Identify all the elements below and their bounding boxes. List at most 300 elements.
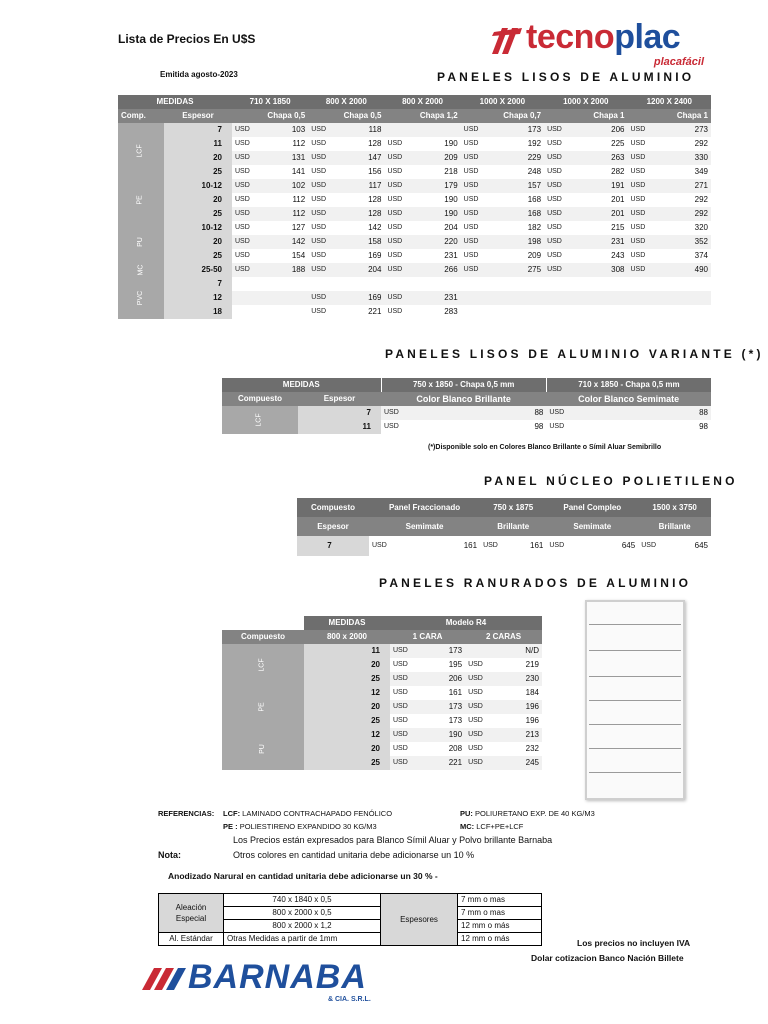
price: 173 xyxy=(504,123,544,137)
barnaba-text: BARNABA xyxy=(188,958,367,996)
currency: USD xyxy=(628,179,671,193)
emission-date: Emitida agosto-2023 xyxy=(160,70,238,79)
price xyxy=(271,305,308,319)
price: 231 xyxy=(424,291,461,305)
tecnoplac-logo xyxy=(490,18,710,68)
price: 283 xyxy=(444,307,458,316)
alloy-thickness: 7 mm o mas xyxy=(458,894,542,907)
header-espesor: Espesor xyxy=(297,517,369,536)
alloy-size: 800 x 2000 x 0,5 xyxy=(224,907,381,920)
currency: USD xyxy=(628,123,671,137)
price: 142 xyxy=(368,223,382,232)
currency: USD xyxy=(311,252,326,259)
alloy-thickness: 7 mm o mas xyxy=(458,907,542,920)
alloy-size: 800 x 2000 x 1,2 xyxy=(224,920,381,933)
price: 220 xyxy=(424,235,461,249)
price: 271 xyxy=(671,179,711,193)
price: 173 xyxy=(429,644,465,658)
price: 195 xyxy=(448,660,463,669)
header-chapa: Chapa 0,5 xyxy=(232,109,308,123)
price xyxy=(671,277,711,291)
currency: USD xyxy=(387,196,403,203)
currency: USD xyxy=(381,406,477,420)
currency: USD xyxy=(232,207,271,221)
group-name: PE xyxy=(259,702,266,712)
price: 161 xyxy=(530,541,544,550)
price-table-ranurados xyxy=(222,616,542,770)
thickness: 12 xyxy=(304,686,390,700)
price: 330 xyxy=(671,151,711,165)
currency: USD xyxy=(461,207,504,221)
header-1-cara: 1 CARA xyxy=(390,630,465,644)
price: 248 xyxy=(527,167,542,176)
currency: USD xyxy=(384,291,423,305)
currency: USD xyxy=(308,179,347,193)
header-color-semimate: Color Blanco Semimate xyxy=(546,392,711,406)
currency: USD xyxy=(547,252,562,259)
header-color-brillante: Color Blanco Brillante xyxy=(381,392,546,406)
currency: USD xyxy=(372,542,387,549)
header-brillante: Brillante xyxy=(638,517,711,536)
section-title-ranurados: PANELES RANURADOS DE ALUMINIO xyxy=(379,576,692,590)
thickness: 25 xyxy=(164,249,232,263)
thickness: 10-12 xyxy=(164,179,232,193)
price: 229 xyxy=(504,151,544,165)
thickness: 11 xyxy=(304,644,390,658)
currency: USD xyxy=(544,263,587,277)
group-name: LCF xyxy=(258,658,266,672)
group-name: MC xyxy=(136,264,144,276)
group-label xyxy=(222,728,304,770)
price: 196 xyxy=(525,716,539,725)
currency: USD xyxy=(549,542,565,549)
price: 117 xyxy=(348,179,385,193)
currency: USD xyxy=(232,123,271,137)
price: 282 xyxy=(611,167,625,176)
dolar-note: Dolar cotizacion Banco Nación Billete xyxy=(531,953,684,963)
price: 645 xyxy=(694,541,708,550)
currency: USD xyxy=(628,263,671,277)
thickness: 25 xyxy=(304,756,390,770)
header-model: Modelo R4 xyxy=(390,616,542,630)
header-panel-completo: Panel Compleo xyxy=(546,498,638,517)
group-label: LCF xyxy=(222,406,298,434)
thickness: 11 xyxy=(298,420,381,434)
price xyxy=(348,277,385,291)
group-name: PE xyxy=(137,195,144,205)
alloy-standard: Al. Estándar xyxy=(159,933,224,946)
currency xyxy=(384,277,423,291)
price: 157 xyxy=(504,179,544,193)
currency: USD xyxy=(547,224,562,231)
price: 292 xyxy=(694,139,708,148)
currency: USD xyxy=(384,151,423,165)
currency: USD xyxy=(311,308,326,315)
price: 198 xyxy=(504,235,544,249)
currency xyxy=(232,277,271,291)
price: N/D xyxy=(504,644,542,658)
price: 190 xyxy=(444,195,458,204)
header-size: 1000 X 2000 xyxy=(544,95,627,109)
thickness: 7 xyxy=(297,536,369,556)
thickness: 12 xyxy=(164,291,232,305)
currency: USD xyxy=(544,123,587,137)
alloy-size: 740 x 1840 x 0,5 xyxy=(224,894,381,907)
currency: USD xyxy=(546,406,642,420)
price: 156 xyxy=(368,167,382,176)
price: 127 xyxy=(291,223,306,232)
header-size: 1200 X 2400 xyxy=(628,95,712,109)
price xyxy=(424,277,461,291)
thickness: 12 xyxy=(304,728,390,742)
table-row xyxy=(118,305,711,319)
currency: USD xyxy=(463,168,479,175)
price-table-polietileno xyxy=(297,498,711,556)
price: 349 xyxy=(694,167,708,176)
currency: USD xyxy=(235,196,250,203)
price xyxy=(587,277,627,291)
header-chapa: Chapa 0,5 xyxy=(308,109,384,123)
price: 201 xyxy=(587,207,627,221)
currency xyxy=(544,291,587,305)
header-medidas: MEDIDAS xyxy=(304,616,390,630)
currency: USD xyxy=(311,224,326,231)
currency: USD xyxy=(235,224,250,231)
alloy-thickness: 12 mm o más xyxy=(458,933,542,946)
price: 169 xyxy=(348,291,385,305)
currency: USD xyxy=(384,179,423,193)
thickness: 7 xyxy=(164,277,232,291)
thickness: 7 xyxy=(164,123,232,137)
alloy-size: Otras Medidas a partir de 1mm xyxy=(224,933,381,946)
table-row xyxy=(118,235,711,249)
currency: USD xyxy=(461,123,504,137)
currency: USD xyxy=(465,728,504,742)
price: 292 xyxy=(694,195,708,204)
price: 266 xyxy=(424,263,461,277)
price: 204 xyxy=(348,263,385,277)
thickness: 25 xyxy=(304,672,390,686)
price-table-variante xyxy=(222,378,711,434)
grooved-panel-image xyxy=(585,600,685,800)
currency: USD xyxy=(308,291,347,305)
currency: USD xyxy=(468,745,483,752)
price: 112 xyxy=(292,195,306,204)
price: 168 xyxy=(527,195,542,204)
table-row xyxy=(222,728,542,742)
currency: USD xyxy=(544,179,587,193)
espesores-label: Espesores xyxy=(381,894,458,946)
price: 225 xyxy=(611,139,625,148)
table-row xyxy=(118,221,711,235)
price xyxy=(587,305,627,319)
currency: USD xyxy=(311,196,326,203)
header-medidas: MEDIDAS xyxy=(222,378,381,392)
currency: USD xyxy=(393,745,408,752)
price: 231 xyxy=(587,235,627,249)
group-label xyxy=(222,686,304,728)
ref-pu: PU: POLIURETANO EXP. DE 40 KG/M3 xyxy=(460,809,595,818)
currency: USD xyxy=(547,140,562,147)
thickness: 20 xyxy=(164,151,232,165)
currency xyxy=(461,277,504,291)
thickness: 18 xyxy=(164,305,232,319)
price xyxy=(271,291,308,305)
price: 490 xyxy=(671,263,711,277)
header-medidas: MEDIDAS xyxy=(118,95,232,109)
price xyxy=(504,291,544,305)
currency xyxy=(308,277,347,291)
price: 206 xyxy=(587,123,627,137)
thickness: 10-12 xyxy=(164,221,232,235)
currency: USD xyxy=(232,263,271,277)
currency: USD xyxy=(387,168,403,175)
currency: USD xyxy=(387,308,403,315)
iva-note: Los precios no incluyen IVA xyxy=(577,938,691,948)
thickness: 7 xyxy=(298,406,381,420)
currency xyxy=(465,644,504,658)
price: 184 xyxy=(525,688,539,697)
header-compuesto: Compuesto xyxy=(222,630,304,644)
currency: USD xyxy=(544,207,587,221)
currency: USD xyxy=(463,252,479,259)
currency: USD xyxy=(465,700,504,714)
currency: USD xyxy=(483,542,498,549)
thickness: 25 xyxy=(164,165,232,179)
price: 142 xyxy=(271,235,308,249)
currency xyxy=(544,305,587,319)
header-panel-fraccionado: Panel Fraccionado xyxy=(369,498,480,517)
table-row xyxy=(118,151,711,165)
price: 173 xyxy=(429,700,465,714)
price: 102 xyxy=(271,179,308,193)
thickness: 20 xyxy=(304,742,390,756)
thickness: 20 xyxy=(304,700,390,714)
currency: USD xyxy=(232,151,271,165)
currency: USD xyxy=(308,151,347,165)
table-row xyxy=(118,137,711,151)
currency xyxy=(628,277,671,291)
section-title-variante: PANELES LISOS DE ALUMINIO VARIANTE (*) xyxy=(385,347,764,361)
currency: USD xyxy=(232,235,271,249)
currency xyxy=(384,123,423,137)
currency: USD xyxy=(468,717,483,724)
price: 645 xyxy=(621,541,636,550)
price: 88 xyxy=(642,406,711,420)
currency: USD xyxy=(393,661,408,668)
price: 201 xyxy=(611,195,625,204)
price: 131 xyxy=(271,151,308,165)
group-name: PU xyxy=(258,744,266,754)
section-title-lisos: PANELES LISOS DE ALUMINIO xyxy=(437,70,695,84)
table-row xyxy=(118,291,711,305)
price xyxy=(504,277,544,291)
currency: USD xyxy=(468,661,483,668)
currency: USD xyxy=(465,672,504,686)
currency: USD xyxy=(232,179,271,193)
header-chapa: Chapa 1 xyxy=(628,109,712,123)
price xyxy=(671,305,711,319)
currency: USD xyxy=(461,263,504,277)
currency: USD xyxy=(628,151,671,165)
header-size: 800 X 2000 xyxy=(384,95,460,109)
group-name: LCF xyxy=(136,144,144,158)
currency xyxy=(628,291,671,305)
header-size: 800 x 2000 xyxy=(304,630,390,644)
currency: USD xyxy=(390,700,429,714)
price: 188 xyxy=(271,263,308,277)
price: 221 xyxy=(429,756,465,770)
price: 98 xyxy=(699,422,708,431)
currency: USD xyxy=(630,224,646,231)
price: 190 xyxy=(424,207,461,221)
section-title-polietileno: PANEL NÚCLEO POLIETILENO xyxy=(484,474,738,488)
group-label xyxy=(118,263,164,277)
header-chapa: Chapa 0,7 xyxy=(461,109,544,123)
price: 263 xyxy=(587,151,627,165)
currency: USD xyxy=(390,728,429,742)
price: 190 xyxy=(429,728,465,742)
currency: USD xyxy=(384,263,423,277)
price: 173 xyxy=(448,716,463,725)
logo-text-tecno: tecno xyxy=(526,18,615,56)
price xyxy=(424,123,461,137)
barnaba-subtext: & CIA. S.R.L. xyxy=(328,996,371,1003)
currency xyxy=(544,277,587,291)
currency: USD xyxy=(308,123,347,137)
price: 112 xyxy=(271,207,308,221)
group-name: PVC xyxy=(137,290,144,306)
header-size: 800 X 2000 xyxy=(308,95,384,109)
currency: USD xyxy=(390,756,429,770)
header-2-caras: 2 CARAS xyxy=(465,630,542,644)
header-750x1875: 750 x 1875 xyxy=(480,498,546,517)
price: 209 xyxy=(527,251,542,260)
currency: USD xyxy=(387,140,403,147)
price xyxy=(504,305,544,319)
table-row xyxy=(118,263,711,277)
alloy-thickness: 12 mm o más xyxy=(458,920,542,933)
price: 243 xyxy=(611,251,625,260)
header-size: 710 X 1850 xyxy=(232,95,308,109)
price: 208 xyxy=(448,744,463,753)
table-row xyxy=(118,207,711,221)
currency: USD xyxy=(390,672,429,686)
currency: USD xyxy=(390,644,429,658)
alloy-special: Aleación Especial xyxy=(159,894,224,933)
logo-subtitle: placafácil xyxy=(653,56,704,68)
variante-note: (*)Disponible solo en Colores Blanco Brillante o Símil Aluar Semibrillo xyxy=(428,444,662,451)
currency: USD xyxy=(549,423,565,430)
currency: USD xyxy=(308,235,347,249)
header-1500x3750: 1500 x 3750 xyxy=(638,498,711,517)
currency xyxy=(628,305,671,319)
currency: USD xyxy=(628,235,671,249)
header-compuesto: Compuesto xyxy=(222,392,298,406)
currency: USD xyxy=(463,224,479,231)
currency: USD xyxy=(311,140,326,147)
currency: USD xyxy=(384,207,423,221)
currency: USD xyxy=(465,756,504,770)
header-comp: Comp. xyxy=(118,109,164,123)
table-row xyxy=(118,165,711,179)
thickness: 11 xyxy=(164,137,232,151)
currency: USD xyxy=(235,140,250,147)
price: 191 xyxy=(587,179,627,193)
price: 168 xyxy=(504,207,544,221)
price: 292 xyxy=(671,207,711,221)
price: 245 xyxy=(504,756,542,770)
currency: USD xyxy=(235,168,250,175)
price: 118 xyxy=(348,123,385,137)
header-710: 710 x 1850 - Chapa 0,5 mm xyxy=(546,378,711,392)
price: 352 xyxy=(671,235,711,249)
currency: USD xyxy=(463,140,479,147)
alloy-table xyxy=(158,893,542,946)
price xyxy=(271,277,308,291)
header-espesor: Espesor xyxy=(298,392,381,406)
price: 308 xyxy=(587,263,627,277)
price: 196 xyxy=(504,700,542,714)
price: 213 xyxy=(504,728,542,742)
currency: USD xyxy=(630,168,646,175)
price xyxy=(587,291,627,305)
anodized-note: Anodizado Narural en cantidad unitaria debe adicionarse un 30 % - xyxy=(168,871,438,881)
thickness: 25-50 xyxy=(164,263,232,277)
currency: USD xyxy=(461,235,504,249)
note-label: Nota: xyxy=(158,850,181,860)
price: 112 xyxy=(292,139,306,148)
price: 230 xyxy=(504,672,542,686)
header-size: 1000 X 2000 xyxy=(461,95,544,109)
currency: USD xyxy=(387,224,403,231)
header-chapa: Chapa 1,2 xyxy=(384,109,460,123)
thickness: 25 xyxy=(304,714,390,728)
table-row xyxy=(118,193,711,207)
price: 204 xyxy=(444,223,458,232)
currency: USD xyxy=(463,196,479,203)
price: 98 xyxy=(534,422,544,431)
currency xyxy=(461,291,504,305)
group-label xyxy=(118,277,164,319)
currency: USD xyxy=(641,542,656,549)
currency: USD xyxy=(308,207,347,221)
tecnoplac-mark-icon xyxy=(490,24,524,58)
price: 179 xyxy=(424,179,461,193)
currency: USD xyxy=(630,196,646,203)
thickness: 20 xyxy=(304,658,390,672)
price: 320 xyxy=(694,223,708,232)
thickness: 20 xyxy=(164,235,232,249)
currency: USD xyxy=(630,140,646,147)
table-row xyxy=(118,123,711,137)
price: 128 xyxy=(368,139,382,148)
ref-mc: MC: LCF+PE+LCF xyxy=(460,822,524,831)
currency: USD xyxy=(393,717,408,724)
header-brillante: Brillante xyxy=(480,517,546,536)
price: 182 xyxy=(527,223,542,232)
currency: USD xyxy=(544,235,587,249)
currency: USD xyxy=(628,207,671,221)
ref-lcf: LCF: LAMINADO CONTRACHAPADO FENÓLICO xyxy=(223,809,393,818)
header-750: 750 x 1850 - Chapa 0,5 mm xyxy=(381,378,546,392)
currency xyxy=(232,291,271,305)
price: 161 xyxy=(448,688,463,697)
currency: USD xyxy=(461,179,504,193)
currency: USD xyxy=(547,196,562,203)
price: 206 xyxy=(429,672,465,686)
price: 209 xyxy=(424,151,461,165)
